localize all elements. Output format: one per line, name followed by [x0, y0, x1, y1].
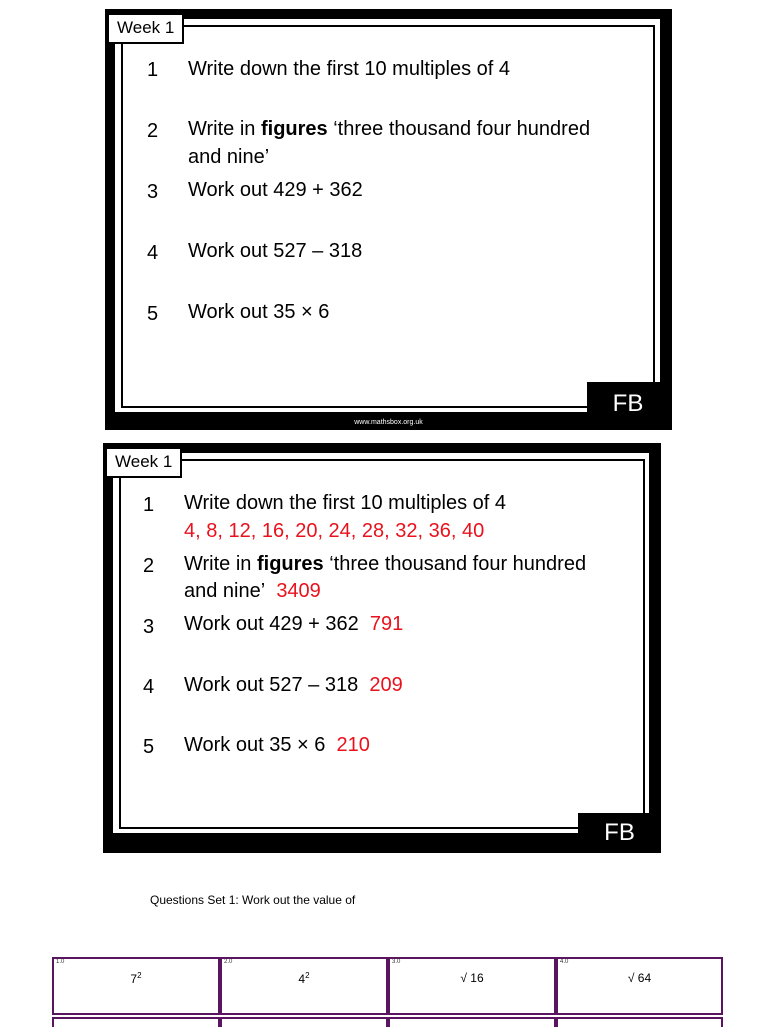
question-text: Work out 429 + 362 791 — [184, 613, 404, 635]
question-number: 4 — [143, 676, 155, 698]
question-number: 4 — [147, 242, 159, 264]
question-cell — [556, 957, 723, 1015]
cell-id: 4.0 — [560, 959, 569, 965]
question-text: Write in figures ‘three thousand four hundred — [184, 553, 587, 575]
bold-word: figures — [260, 118, 328, 140]
question-text: Write down the first 10 multiples of 4 — [184, 492, 506, 514]
cell-id: 1.0 — [56, 959, 65, 965]
grid-row-partial — [52, 1017, 220, 1027]
cell-expression: $4^2$ — [298, 971, 310, 986]
cell-expression: $7^2$ — [130, 971, 142, 986]
cell-id: 2.0 — [224, 959, 233, 965]
question-cell — [52, 957, 220, 1015]
footer-url: www.mathsbox.org.uk — [354, 419, 423, 426]
cell-expression: √ 64 — [627, 971, 652, 985]
grid-row-partial — [556, 1017, 723, 1027]
question-number: 5 — [147, 303, 159, 325]
question-cell — [220, 957, 388, 1015]
question-text-line2: and nine’ 3409 — [184, 580, 321, 602]
questions-grid — [52, 957, 723, 1027]
question-text: Work out 429 + 362 — [188, 179, 363, 201]
question-text: Work out 527 – 318 209 — [184, 674, 403, 696]
question-text-line2: and nine’ — [188, 146, 270, 168]
answer-text: 209 — [369, 674, 403, 696]
question-number: 3 — [147, 181, 159, 203]
question-text: Work out 527 – 318 — [188, 240, 363, 262]
question-text: Work out 35 × 6 — [188, 301, 330, 323]
answer-text: 210 — [336, 734, 370, 756]
question-text: Write in figures ‘three thousand four hundred — [188, 118, 591, 140]
bold-word: figures — [256, 553, 324, 575]
answer-text: 4, 8, 12, 16, 20, 24, 28, 32, 36, 40 — [184, 520, 485, 542]
grid-row-partial — [220, 1017, 388, 1027]
question-text: Write down the first 10 multiples of 4 — [188, 58, 510, 80]
fb-badge: FB — [578, 813, 661, 853]
question-number: 3 — [143, 616, 155, 638]
cell-id: 3.0 — [392, 959, 401, 965]
question-number: 1 — [143, 494, 155, 516]
fb-badge: FB — [587, 382, 669, 426]
question-number: 2 — [143, 555, 155, 577]
answer-text: 3409 — [276, 580, 321, 602]
question-number: 1 — [147, 59, 159, 81]
question-number: 5 — [143, 736, 155, 758]
questions-set-caption: Questions Set 1: Work out the value of — [150, 893, 356, 907]
grid-row-partial — [388, 1017, 556, 1027]
week-label: Week 1 — [107, 13, 184, 44]
answer-text: 791 — [369, 613, 404, 635]
slide-week1-questions — [105, 9, 672, 430]
cell-expression: √ 16 — [460, 971, 484, 985]
question-cell — [388, 957, 556, 1015]
slide-week1-answers — [103, 443, 661, 853]
week-label: Week 1 — [105, 447, 182, 478]
question-number: 2 — [147, 120, 159, 142]
question-text: Work out 35 × 6 210 — [184, 734, 370, 756]
